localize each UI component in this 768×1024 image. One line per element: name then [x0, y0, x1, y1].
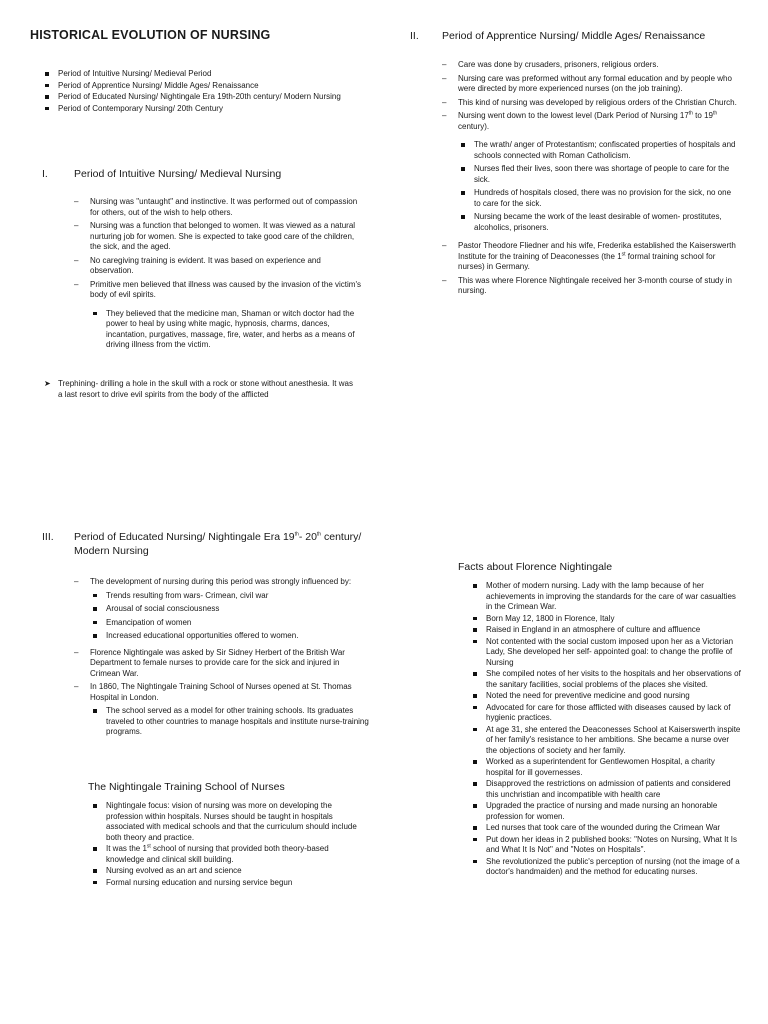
list-item: Increased educational opportunities offered to women. — [90, 631, 370, 642]
list-item: At age 31, she entered the Deaconesses School at Kaiserswerth inspite of her family's resistance to her ambitions. She became a nurse over the objections of society and her family. — [470, 725, 742, 757]
trephining-text: Trephining- drilling a hole in the skull with a rock or stone without anesthesia. It was a last resort to drive evil spirits from the body of the afflicted — [58, 379, 353, 399]
list-item: Raised in England in an atmosphere of culture and affluence — [470, 625, 742, 636]
page-title: HISTORICAL EVOLUTION OF NURSING — [30, 28, 271, 42]
section-number: II. — [410, 30, 419, 42]
list-item: – Primitive men believed that illness was caused by the invasion of the victim's body of evil spirits. — [74, 280, 364, 301]
list-item: Mother of modern nursing. Lady with the lamp because of her achievements in improving the standards for the care of war casualties in the Crimean War. — [470, 581, 742, 613]
section-title: Period of Intuitive Nursing/ Medieval Nursing — [74, 168, 282, 180]
section-3-sublist — [90, 706, 370, 738]
list-item: – Nursing was "untaught" and instinctive. It was performed out of compassion for others, out of the wish to help others. — [74, 197, 364, 218]
list-item: Worked as a superintendent for Gentlewomen Hospital, a charity hospital for ill governesses. — [470, 757, 742, 778]
section-1-heading — [42, 168, 342, 182]
list-item: Nursing evolved as an art and science — [90, 866, 366, 877]
section-title: Period of Apprentice Nursing/ Middle Ages/ Renaissance — [442, 30, 706, 42]
overview-list — [42, 69, 342, 114]
list-item: – Nursing care was preformed without any formal education and by people who were directed by more experienced nurses (on the job training). — [442, 74, 738, 95]
list-item: Nursing became the work of the least desirable of women- prostitutes, alcoholics, prisoners. — [458, 212, 738, 233]
section-number: I. — [42, 168, 48, 180]
arrow-bullet-icon: ➤ — [44, 379, 51, 388]
list-item: Hundreds of hospitals closed, there was no provision for the sick, no one to care for the sick. — [458, 188, 738, 209]
list-item: Upgraded the practice of nursing and made nursing an honorable profession for women. — [470, 801, 742, 822]
overview-item: Period of Intuitive Nursing/ Medieval Period — [42, 69, 342, 80]
list-item: – This was where Florence Nightingale received her 3-month course of study in nursing. — [442, 276, 738, 297]
section-number: III. — [42, 531, 54, 543]
list-item: Put down her ideas in 2 published books: "Notes on Nursing, What It Is and What It Is Not" and "Notes on Hospitals". — [470, 835, 742, 856]
list-item: The wrath/ anger of Protestantism; confiscated properties of hospitals and schools connected with Roman Catholicism. — [458, 140, 738, 161]
facts-heading: Facts about Florence Nightingale — [458, 561, 613, 573]
list-item: Nurses fled their lives, soon there was shortage of people to care for the sick. — [458, 164, 738, 185]
section-3-list-continued — [74, 648, 370, 704]
section-2-list — [442, 60, 738, 132]
list-item: – Nursing went down to the lowest level (Dark Period of Nursing 17th to 19th century). — [442, 111, 738, 132]
overview-item: Period of Educated Nursing/ Nightingale Era 19th-20th century/ Modern Nursing — [42, 92, 342, 103]
list-item: Arousal of social consciousness — [90, 604, 370, 615]
list-item: Not contented with the social custom imposed upon her as a Victorian Lady, She developed her self- appointed goal: to change the profile of Nursing — [470, 637, 742, 669]
list-item: – The development of nursing during this period was strongly influenced by: — [74, 577, 370, 588]
list-item: They believed that the medicine man, Shaman or witch doctor had the power to heal by using white magic, hypnosis, charms, dances, incantation, purgatives, massage, fire, water, and herbs as a means of driving illness from the victim. — [90, 309, 364, 351]
list-item: She revolutionized the public's perception of nursing (not the image of a doctor's handmaiden) and the method for educating nurses. — [470, 857, 742, 878]
list-item: She compiled notes of her visits to the hospitals and her observations of the sanitary facilities, social problems of the places she visited. — [470, 669, 742, 690]
list-item: Advocated for care for those afflicted with diseases caused by lack of hygienic practices. — [470, 703, 742, 724]
trephining-note — [44, 379, 354, 400]
list-item: – Care was done by crusaders, prisoners, religious orders. — [442, 60, 738, 71]
list-item: – This kind of nursing was developed by religious orders of the Christian Church. — [442, 98, 738, 109]
section-3-heading — [42, 531, 362, 558]
list-item: Disapproved the restrictions on admission of patients and considered this unchristian and incompatible with health care — [470, 779, 742, 800]
list-item: – Nursing was a function that belonged to women. It was viewed as a natural nurturing job for women. She is expected to take good care of the children, the sick, and the aged. — [74, 221, 364, 253]
list-item: Trends resulting from wars- Crimean, civil war — [90, 591, 370, 602]
section-2-sublist — [458, 140, 738, 233]
overview-item: Period of Contemporary Nursing/ 20th Century — [42, 104, 342, 115]
school-heading: The Nightingale Training School of Nurses — [88, 781, 285, 793]
influences-list — [90, 591, 370, 642]
section-1-sublist — [90, 309, 364, 351]
list-item: It was the 1st school of nursing that provided both theory-based knowledge and clinical skill building. — [90, 844, 366, 865]
list-item: Led nurses that took care of the wounded during the Crimean War — [470, 823, 742, 834]
list-item: – No caregiving training is evident. It was based on experience and observation. — [74, 256, 364, 277]
section-2-list-continued — [442, 241, 738, 297]
list-item: Formal nursing education and nursing service begun — [90, 878, 366, 889]
section-title: Period of Educated Nursing/ Nightingale Era 19th- 20th century/ Modern Nursing — [74, 531, 362, 557]
list-item: – Pastor Theodore Fliedner and his wife, Frederika established the Kaiserswerth Institute for the training of Deaconesses (the 1st formal training school for nurses) in Germany. — [442, 241, 738, 273]
school-list — [90, 801, 366, 888]
list-item: The school served as a model for other training schools. Its graduates traveled to other countries to manage hospitals and institute nurse-training programs. — [90, 706, 370, 738]
overview-item: Period of Apprentice Nursing/ Middle Ages/ Renaissance — [42, 81, 342, 92]
list-item: Emancipation of women — [90, 618, 370, 629]
section-1-list — [74, 197, 364, 301]
section-3-list — [74, 577, 370, 588]
list-item: Nightingale focus: vision of nursing was more on developing the profession within hospitals. Nurses should be taught in hospitals associated with medical schools and that the curriculum should include both theory and practice. — [90, 801, 366, 843]
facts-list — [470, 581, 742, 878]
section-2-heading — [410, 30, 750, 44]
list-item: – Florence Nightingale was asked by Sir Sidney Herbert of the British War Department to female nurses to provide care for the sick and injured in Crimean War. — [74, 648, 370, 680]
list-item: Born May 12, 1800 in Florence, Italy — [470, 614, 742, 625]
list-item: – In 1860, The Nightingale Training School of Nurses opened at St. Thomas Hospital in London. — [74, 682, 370, 703]
list-item: Noted the need for preventive medicine and good nursing — [470, 691, 742, 702]
